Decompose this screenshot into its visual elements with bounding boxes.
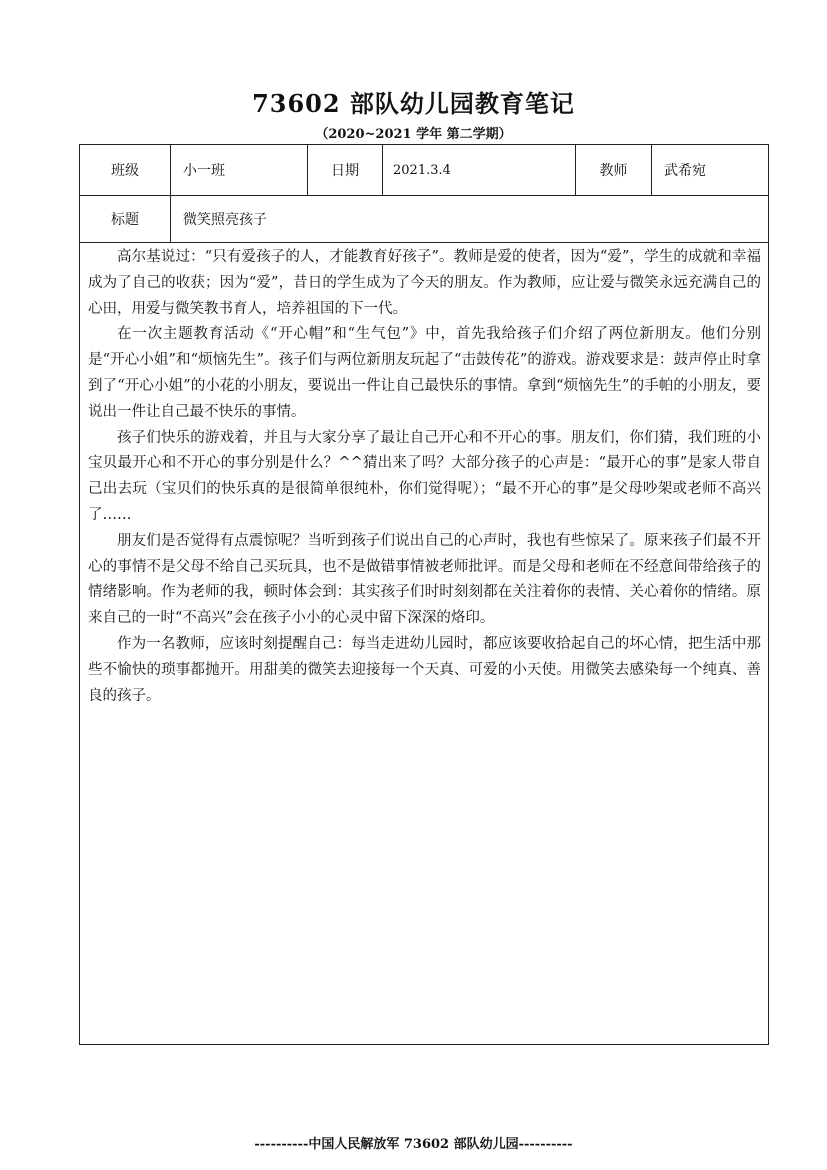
body-paragraph: 朋友们是否觉得有点震惊呢？当听到孩子们说出自己的心声时，我也有些惊呆了。原来孩子们最不开心的事情不是父母不给自己买玩具，也不是做错事情被老师批评。而是父母和老师在不经意间带给孩子的情绪影响。作为老师的我，顿时体会到：其实孩子们时时刻刻都在关注着你的表情、关心着你的情绪。原来自己的一时“不高兴”会在孩子小小的心灵中留下深深的烙印。 <box>88 532 761 627</box>
info-row <box>80 145 769 196</box>
body-paragraph: 作为一名教师，应该时刻提醒自己：每当走进幼儿园时，都应该要收拾起自己的坏心情，把生活中那些不愉快的琐事都抛开。用甜美的微笑去迎接每一个天真、可爱的小天使。用微笑去感染每一个纯真、善良的孩子。 <box>88 635 761 704</box>
teacher-label: 教师 <box>576 145 652 196</box>
page-title: 73602 部队幼儿园教育笔记 <box>252 89 575 118</box>
body-paragraph: 在一次主题教育活动《“开心帽”和“生气包”》中，首先我给孩子们介绍了两位新朋友。他们分别是“开心小姐”和“烦恼先生”。孩子们与两位新朋友玩起了“击鼓传花”的游戏。游戏要求是：鼓声停止时拿到了“开心小姐”的小花的小朋友，要说出一件让自己最快乐的事情。拿到“烦恼先生”的手帕的小朋友，要说出一件让自己最不快乐的事情。 <box>88 326 761 420</box>
topic-label: 标题 <box>80 196 171 243</box>
date-value: 2021.3.4 <box>383 145 576 196</box>
education-note-table <box>79 144 769 1045</box>
teacher-value: 武希宛 <box>652 145 769 196</box>
page-footer: ----------中国人民解放军 73602 部队幼儿园---------- <box>254 1137 573 1152</box>
class-label: 班级 <box>80 145 171 196</box>
topic-row <box>80 196 769 243</box>
body-paragraph: 孩子们快乐的游戏着，并且与大家分享了最让自己开心和不开心的事。朋友们，你们猜，我们班的小宝贝最开心和不开心的事分别是什么？^^猜出来了吗？大部分孩子的心声是：“最开心的事”是家人带自己出去玩（宝贝们的快乐真的是很简单很纯朴，你们觉得呢）；“最不开心的事”是父母吵架或老师不高兴了…… <box>88 429 761 523</box>
body-row <box>80 243 769 1045</box>
class-value: 小一班 <box>171 145 308 196</box>
semester-subtitle: （2020~2021 学年 第二学期） <box>315 127 512 142</box>
body-paragraph: 高尔基说过：“只有爱孩子的人，才能教育好孩子”。教师是爱的使者，因为“爱”，学生的成就和幸福成为了自己的收获；因为“爱”，昔日的学生成为了今天的朋友。作为教师，应让爱与微笑永远充满自己的心田，用爱与微笑教书育人，培养祖国的下一代。 <box>88 249 761 317</box>
date-label: 日期 <box>308 145 383 196</box>
topic-value: 微笑照亮孩子 <box>171 196 769 243</box>
note-body <box>80 243 769 1045</box>
